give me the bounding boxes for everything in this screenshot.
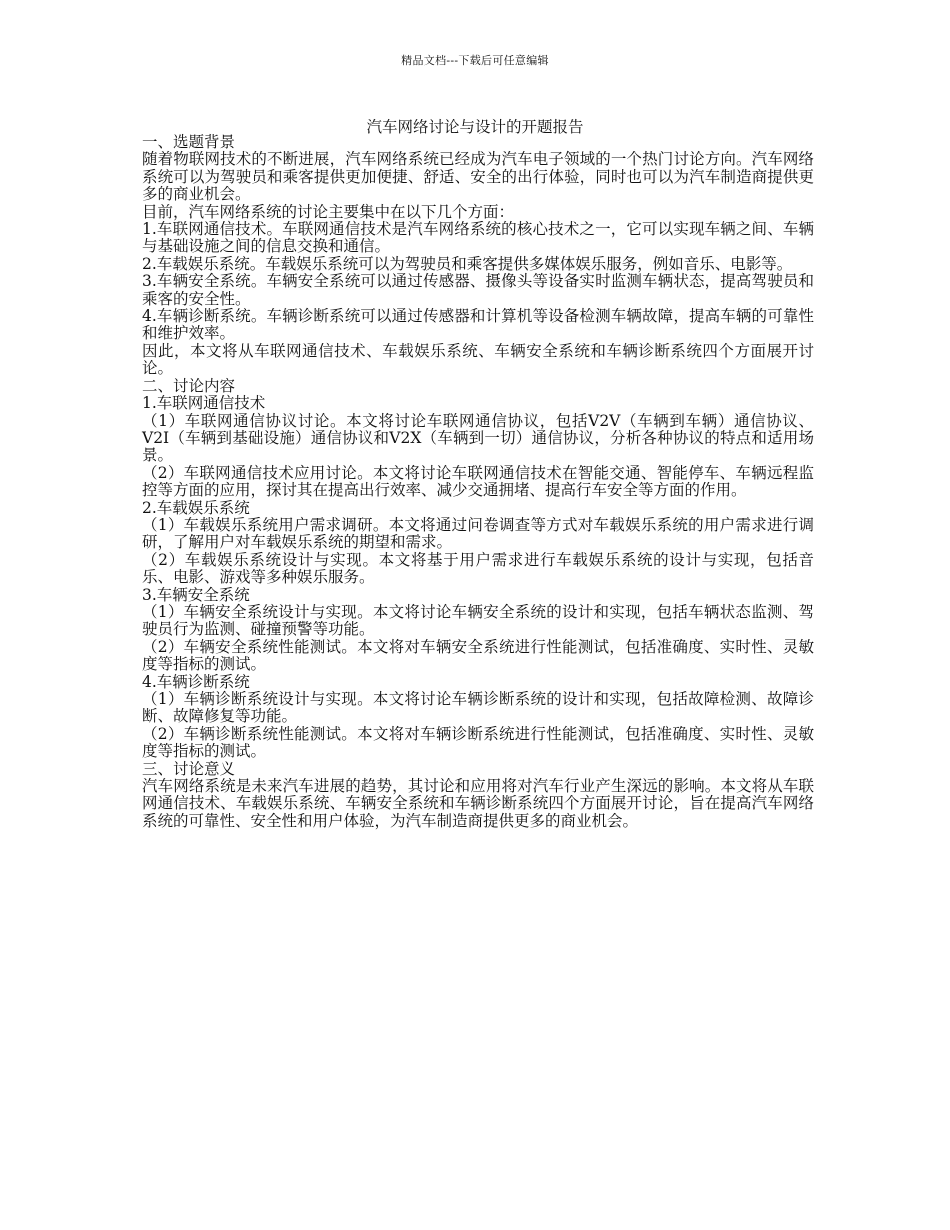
page-header: 精品文档---下载后可任意编辑	[401, 54, 549, 67]
subsection-heading: 2.车载娱乐系统	[142, 498, 250, 517]
list-item: 3.车辆安全系统。车辆安全系统可以通过传感器、摄像头等设备实时监测车辆状态，提高驾驶员和乘客的安全性。	[142, 272, 814, 308]
document-body	[142, 134, 814, 830]
paragraph: （2）车载娱乐系统设计与实现。本文将基于用户需求进行车载娱乐系统的设计与实现，包括音乐、电影、游戏等多种娱乐服务。	[142, 550, 814, 587]
paragraph: 随着物联网技术的不断进展，汽车网络系统已经成为汽车电子领域的一个热门讨论方向。汽车网络系统可以为驾驶员和乘客提供更加便捷、舒适、安全的出行体验，同时也可以为汽车制造商提供更多的商业机会。	[142, 150, 814, 204]
subsection-heading: 1.车联网通信技术	[142, 394, 266, 413]
section-heading-background: 一、选题背景	[142, 133, 236, 151]
list-item: 1.车联网通信技术。车联网通信技术是汽车网络系统的核心技术之一，它可以实现车辆之间、车辆与基础设施之间的信息交换和通信。	[142, 220, 814, 256]
paragraph: （2）车辆安全系统性能测试。本文将对车辆安全系统进行性能测试，包括准确度、实时性、灵敏度等指标的测试。	[142, 637, 814, 674]
paragraph: （1）车联网通信协议讨论。本文将讨论车联网通信协议，包括V2V（车辆到车辆）通信协议、V2I（车辆到基础设施）通信协议和V2X（车辆到一切）通信协议，分析各种协议的特点和适用场景。	[142, 411, 814, 465]
paragraph: （1）车辆安全系统设计与实现。本文将讨论车辆安全系统的设计和实现，包括车辆状态监测、驾驶员行为监测、碰撞预警等功能。	[142, 602, 814, 639]
subsection-heading: 3.车辆安全系统	[142, 585, 250, 604]
list-item: 4.车辆诊断系统。车辆诊断系统可以通过传感器和计算机等设备检测车辆故障，提高车辆的可靠性和维护效率。	[142, 307, 814, 343]
document-title: 汽车网络讨论与设计的开题报告	[366, 118, 584, 136]
paragraph: （1）车辆诊断系统设计与实现。本文将讨论车辆诊断系统的设计和实现，包括故障检测、故障诊断、故障修复等功能。	[142, 690, 814, 726]
paragraph: 因此，本文将从车联网通信技术、车载娱乐系统、车辆安全系统和车辆诊断系统四个方面展开讨论。	[142, 341, 814, 378]
section-heading-content: 二、讨论内容	[142, 376, 236, 395]
list-item: 2.车载娱乐系统。车载娱乐系统可以为驾驶员和乘客提供多媒体娱乐服务，例如音乐、电影等。	[142, 254, 793, 273]
subsection-heading: 4.车辆诊断系统	[142, 672, 250, 691]
paragraph: 目前，汽车网络系统的讨论主要集中在以下几个方面：	[142, 202, 515, 221]
paragraph: 汽车网络系统是未来汽车进展的趋势，其讨论和应用将对汽车行业产生深远的影响。本文将从车联网通信技术、车载娱乐系统、车辆安全系统和车辆诊断系统四个方面展开讨论，旨在提高汽车网络系统的可靠性、安全性和用户体验，为汽车制造商提供更多的商业机会。	[142, 777, 814, 830]
paragraph: （2）车辆诊断系统性能测试。本文将对车辆诊断系统进行性能测试，包括准确度、实时性、灵敏度等指标的测试。	[142, 724, 814, 761]
paragraph: （1）车载娱乐系统用户需求调研。本文将通过问卷调查等方式对车载娱乐系统的用户需求进行调研，了解用户对车载娱乐系统的期望和需求。	[142, 515, 814, 552]
section-heading-significance: 三、讨论意义	[142, 759, 236, 778]
paragraph: （2）车联网通信技术应用讨论。本文将讨论车联网通信技术在智能交通、智能停车、车辆远程监控等方面的应用，探讨其在提高出行效率、减少交通拥堵、提高行车安全等方面的作用。	[142, 463, 814, 500]
